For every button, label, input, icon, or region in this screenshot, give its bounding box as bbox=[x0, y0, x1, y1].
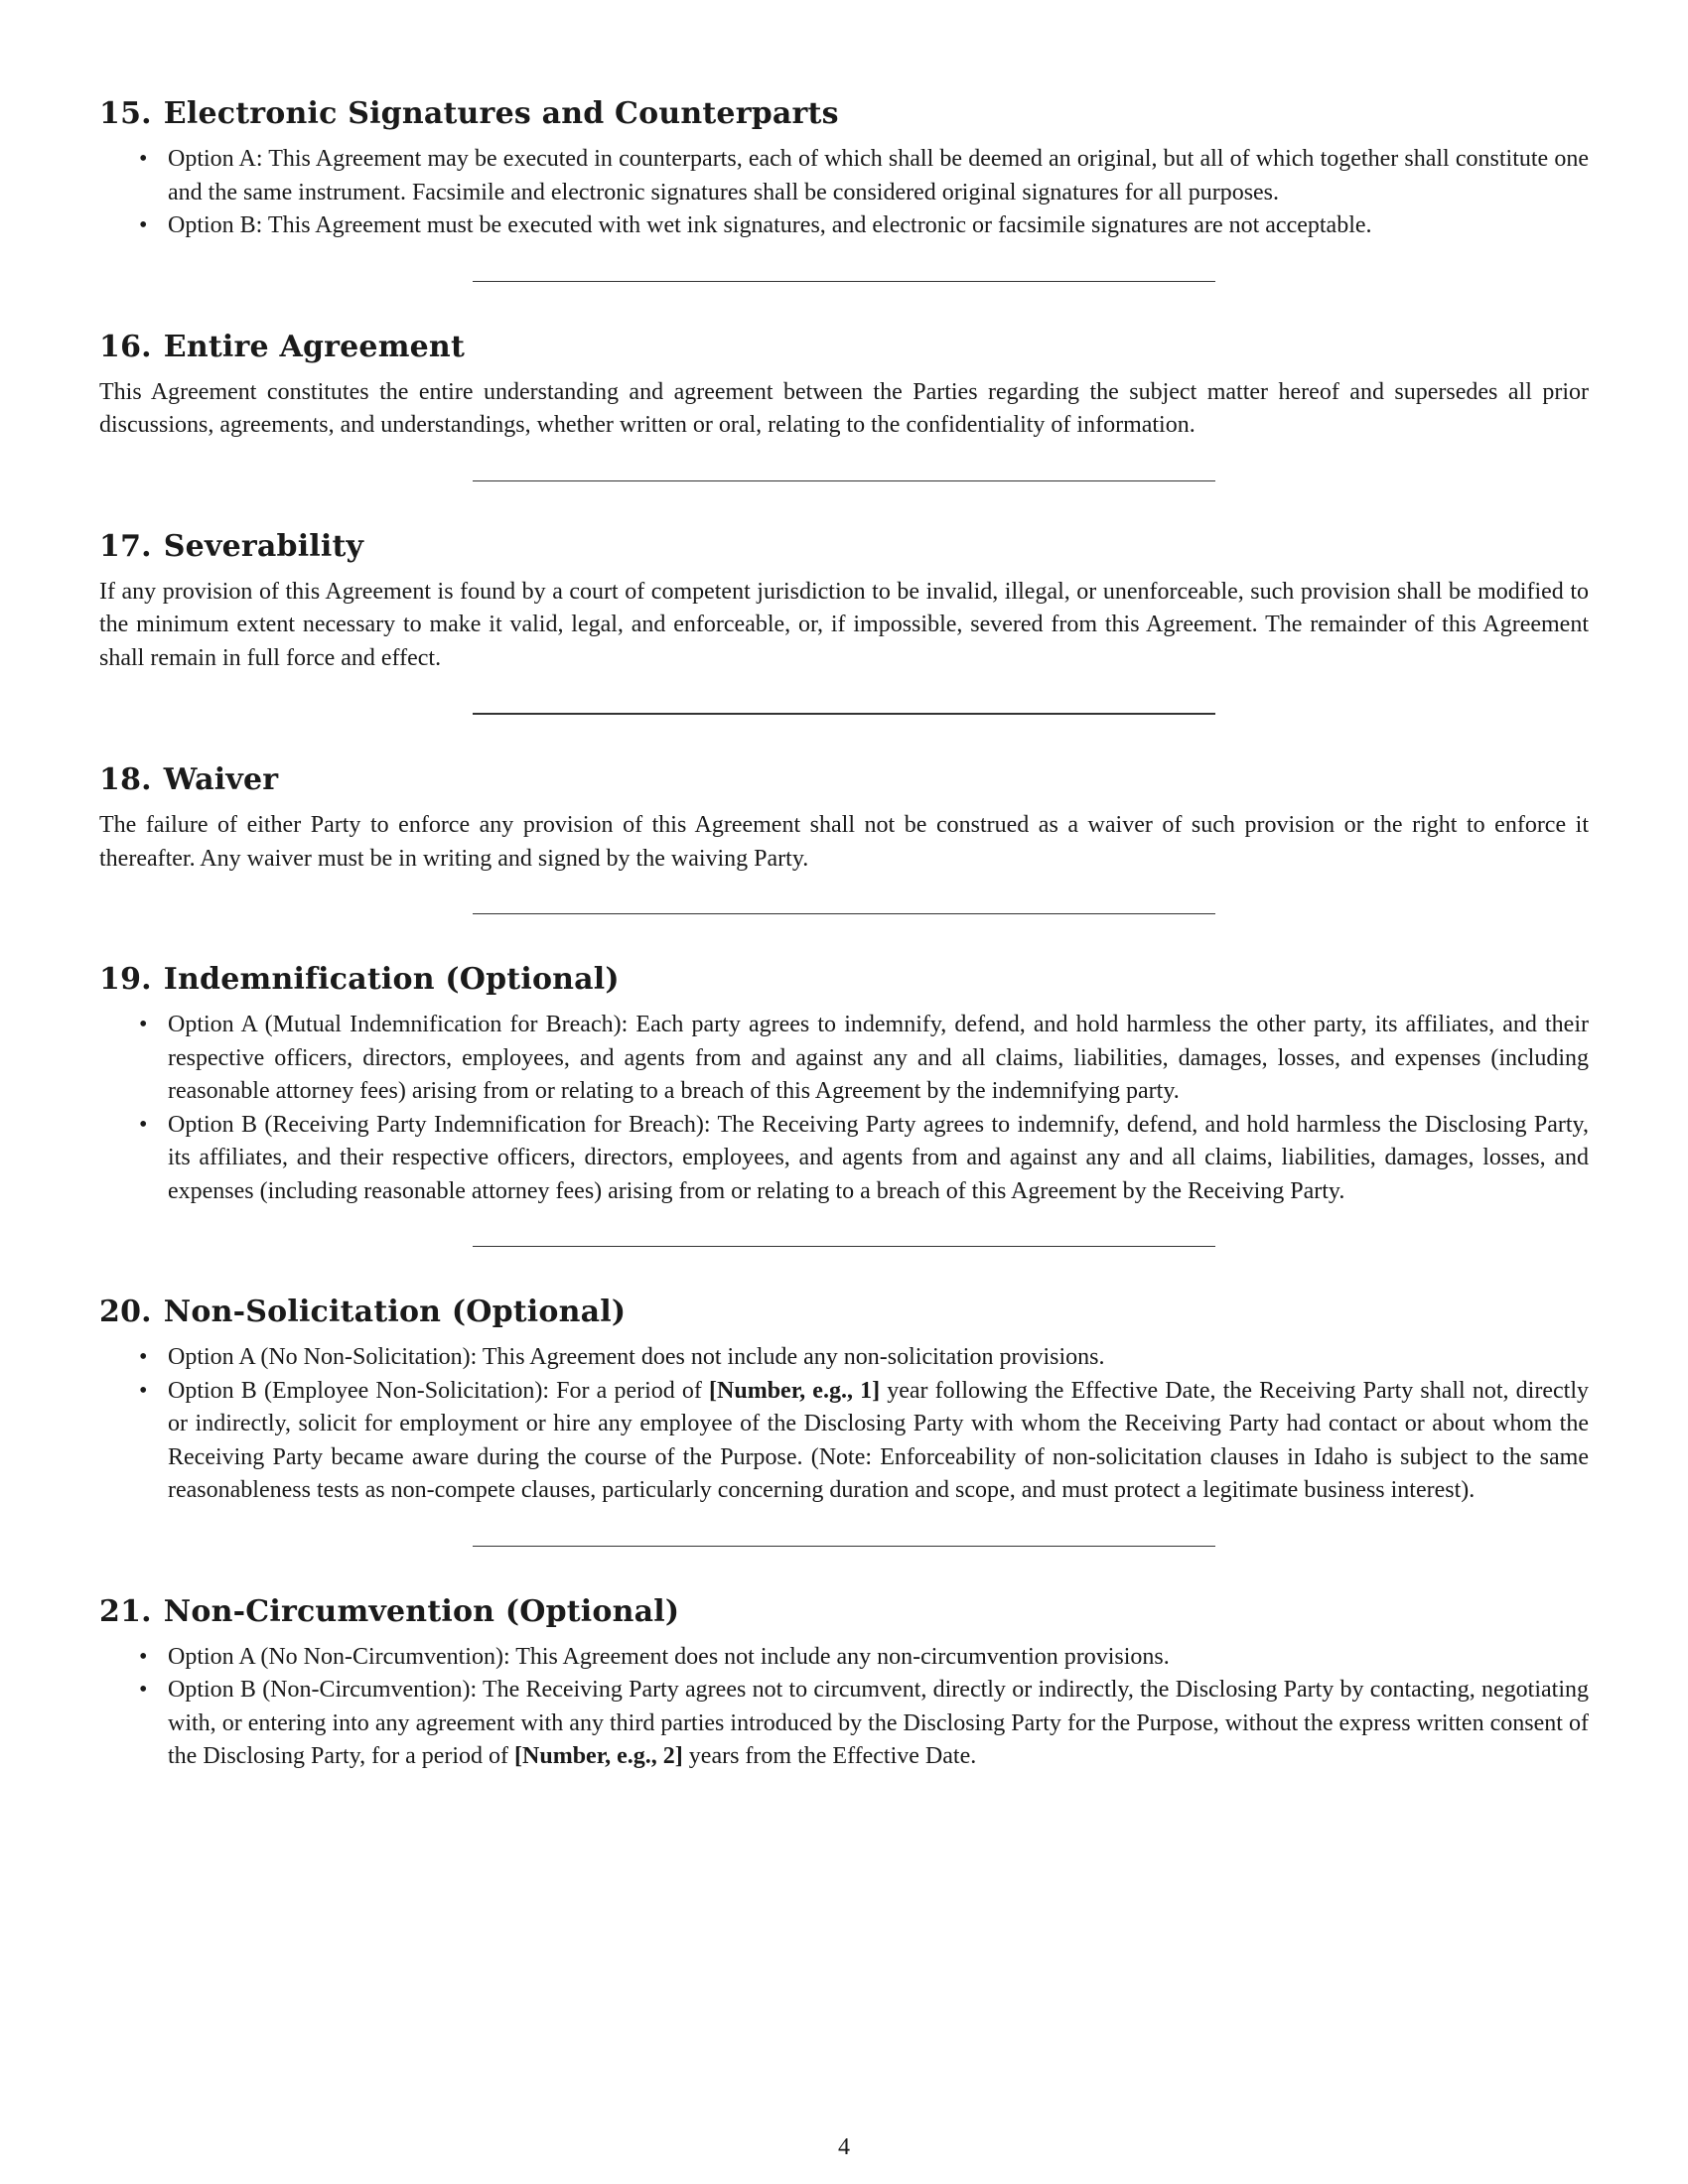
list-item-text: Option B (Employee Non-Solicitation): For a period of bbox=[168, 1377, 710, 1404]
section-title: Entire Agreement bbox=[163, 329, 465, 364]
section-number: 16. bbox=[99, 329, 152, 364]
section-number: 20. bbox=[99, 1295, 152, 1329]
section-divider bbox=[473, 1246, 1215, 1247]
section-divider bbox=[473, 480, 1215, 481]
section-title: Non-Solicitation (Optional) bbox=[163, 1295, 627, 1329]
list-item bbox=[99, 209, 1589, 243]
option-list bbox=[99, 1341, 1589, 1508]
bullet-icon: • bbox=[139, 1012, 148, 1037]
section-number: 18. bbox=[99, 762, 152, 797]
section-divider bbox=[473, 1546, 1215, 1547]
document-page bbox=[99, 95, 1589, 1774]
page-number: 4 bbox=[838, 2134, 850, 2160]
list-item-text: Option A: This Agreement may be executed in counterparts, each of which shall be deemed an original, but all of which together shall constitute one and the same instrument. Facsimile and electronic signatures shall be considered original signatures for all purposes. bbox=[168, 146, 1589, 205]
section-heading bbox=[99, 1294, 1589, 1331]
list-item bbox=[99, 1375, 1589, 1508]
list-item bbox=[99, 1641, 1589, 1675]
list-item-text: years from the Effective Date. bbox=[682, 1743, 977, 1769]
section-number: 21. bbox=[99, 1593, 152, 1629]
option-list bbox=[99, 143, 1589, 243]
bullet-icon: • bbox=[139, 212, 148, 238]
section-divider bbox=[473, 281, 1215, 282]
section-heading bbox=[99, 761, 1589, 799]
bullet-icon: • bbox=[139, 1643, 148, 1670]
section-17 bbox=[99, 528, 1589, 676]
list-item-text: Option B (Receiving Party Indemnification for Breach): The Receiving Party agrees to indemnify, defend, and hold harmless the Disclosing Party, its affiliates, and their respective officers, directors, employees, and agents from and against any and all claims, liabilities, damages, losses, and expenses (including reasonable attorney fees) arising from or relating to a breach of this Agreement by the Receiving Party. bbox=[168, 1111, 1589, 1204]
list-item-text: Option A (No Non-Solicitation): This Agreement does not include any non-solicitation provisions. bbox=[168, 1344, 1105, 1370]
section-20 bbox=[99, 1294, 1589, 1508]
list-item-text: Option A (Mutual Indemnification for Breach): Each party agrees to indemnify, defend, and hold harmless the other party, its affiliates, and their respective officers, directors, employees, and agents from and against any and all claims, liabilities, damages, losses, and expenses (including reasonable attorney fees) arising from or relating to a breach of this Agreement by the indemnifying party. bbox=[168, 1012, 1589, 1104]
section-title: Severability bbox=[163, 528, 364, 564]
section-body: The failure of either Party to enforce any provision of this Agreement shall not be construed as a waiver of such provision or the right to enforce it thereafter. Any waiver must be in writing and signed by the waiving Party. bbox=[99, 812, 1589, 872]
bullet-icon: • bbox=[139, 1377, 148, 1404]
option-list bbox=[99, 1009, 1589, 1208]
list-item-text: year following the Effective Date, the Receiving Party shall not, directly or indirectly, solicit for employment or hire any employee of the Disclosing Party with whom the Receiving Party had contact or about whom the Receiving Party became aware during the course of the Purpose. (Note: Enforceability of non-solicitation clauses in Idaho is subject to the same reasonableness tests as non-compete clauses, particularly concerning duration and scope, and must protect a legitimate business interest). bbox=[168, 1377, 1589, 1503]
list-item bbox=[99, 1109, 1589, 1209]
section-heading bbox=[99, 961, 1589, 999]
section-heading bbox=[99, 329, 1589, 366]
list-item bbox=[99, 1341, 1589, 1375]
section-divider bbox=[473, 913, 1215, 914]
bullet-icon: • bbox=[139, 1677, 148, 1703]
section-15 bbox=[99, 95, 1589, 243]
section-21 bbox=[99, 1593, 1589, 1774]
section-number: 19. bbox=[99, 962, 152, 997]
list-item bbox=[99, 1674, 1589, 1774]
placeholder-number: [Number, e.g., 2] bbox=[514, 1743, 683, 1769]
section-divider bbox=[473, 713, 1215, 715]
list-item-text: Option B: This Agreement must be executed with wet ink signatures, and electronic or facsimile signatures are not acceptable. bbox=[168, 212, 1372, 238]
section-title: Non-Circumvention (Optional) bbox=[163, 1593, 680, 1629]
bullet-icon: • bbox=[139, 146, 148, 172]
section-body: If any provision of this Agreement is found by a court of competent jurisdiction to be invalid, illegal, or unenforceable, such provision shall be modified to the minimum extent necessary to make it valid, legal, and enforceable, or, if impossible, severed from this Agreement. The remainder of this Agreement shall remain in full force and effect. bbox=[99, 578, 1589, 671]
section-heading bbox=[99, 1593, 1589, 1631]
list-item-text: Option B (Non-Circumvention): The Receiving Party agrees not to circumvent, directly or indirectly, the Disclosing Party by contacting, negotiating with, or entering into any agreement with any third parties introduced by the Disclosing Party for the Purpose, without the express written consent of the Disclosing Party, for a period of bbox=[168, 1677, 1589, 1769]
bullet-icon: • bbox=[139, 1344, 148, 1370]
section-18 bbox=[99, 761, 1589, 876]
option-list bbox=[99, 1641, 1589, 1774]
section-title: Waiver bbox=[163, 762, 279, 797]
section-body: This Agreement constitutes the entire understanding and agreement between the Parties regarding the subject matter hereof and supersedes all prior discussions, agreements, and understandings, whether written or oral, relating to the confidentiality of information. bbox=[99, 378, 1589, 438]
section-heading bbox=[99, 528, 1589, 566]
bullet-icon: • bbox=[139, 1111, 148, 1138]
placeholder-number: [Number, e.g., 1] bbox=[709, 1377, 881, 1404]
list-item bbox=[99, 143, 1589, 209]
list-item-text: Option A (No Non-Circumvention): This Agreement does not include any non-circumvention provisions. bbox=[168, 1643, 1170, 1670]
section-number: 17. bbox=[99, 528, 152, 564]
section-title: Indemnification (Optional) bbox=[163, 962, 620, 997]
list-item bbox=[99, 1009, 1589, 1109]
section-heading bbox=[99, 95, 1589, 133]
section-19 bbox=[99, 961, 1589, 1208]
section-number: 15. bbox=[99, 96, 152, 131]
section-16 bbox=[99, 329, 1589, 443]
section-title: Electronic Signatures and Counterparts bbox=[163, 96, 839, 131]
